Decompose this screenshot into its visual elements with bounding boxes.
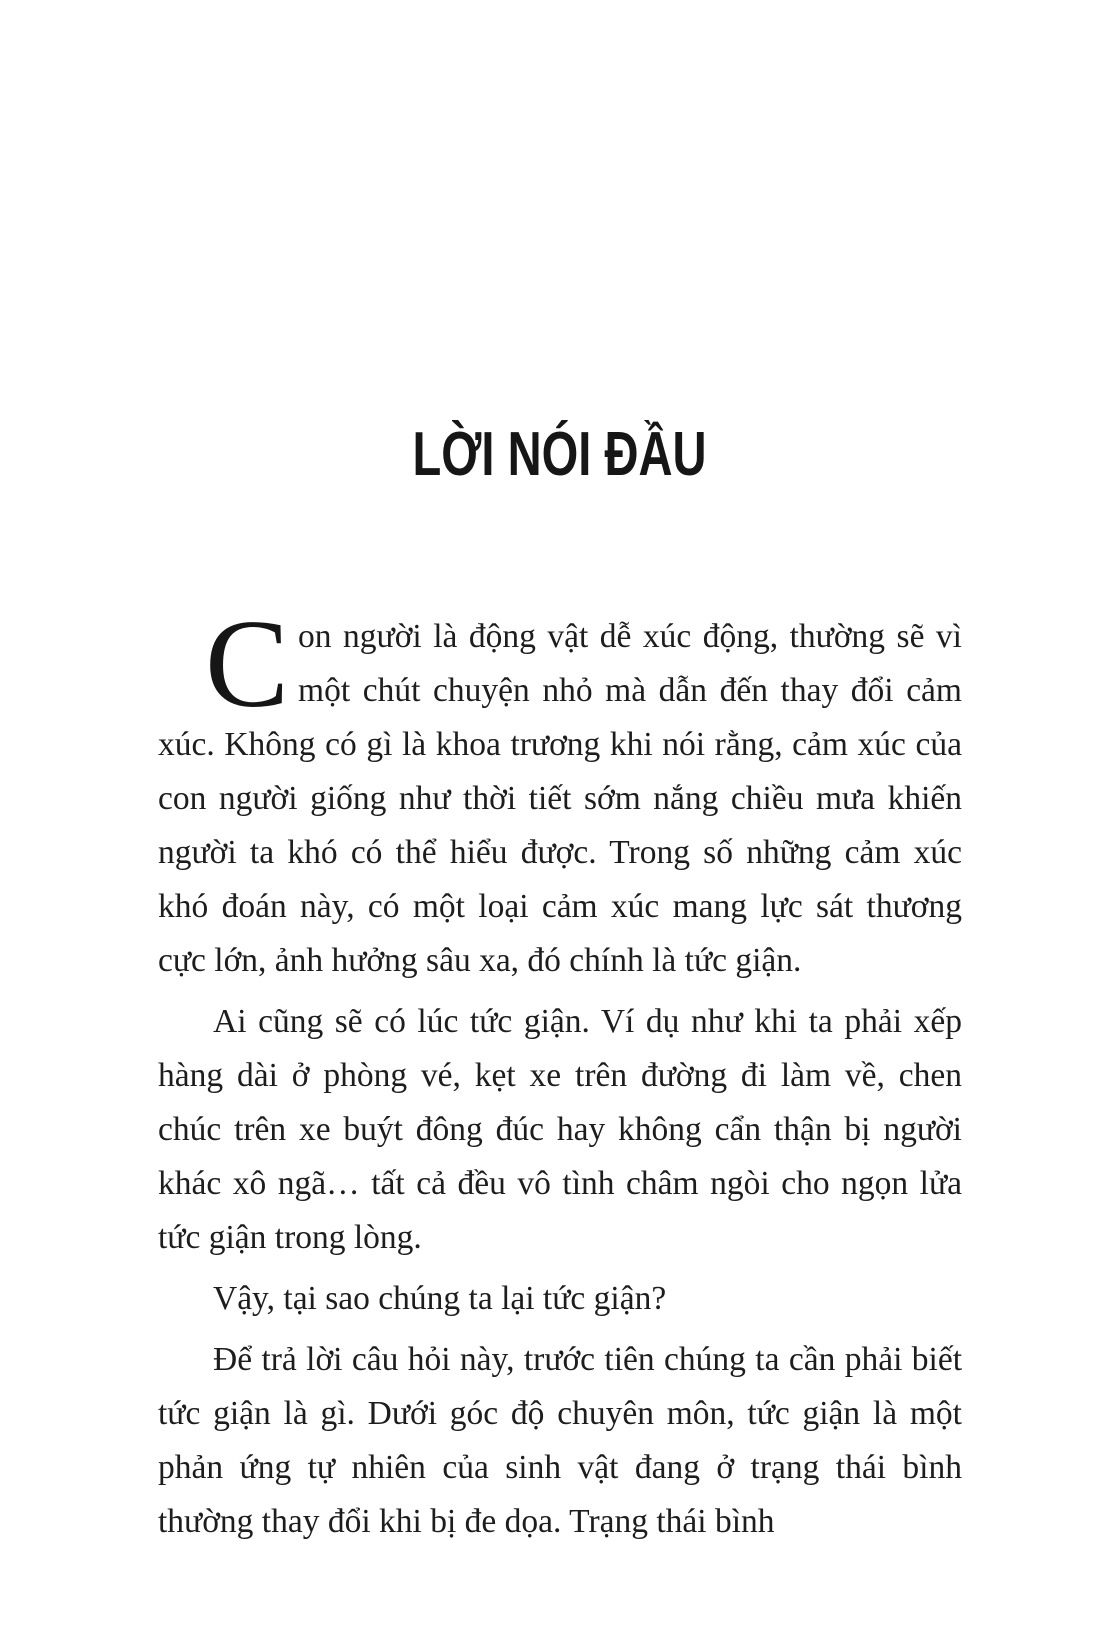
- paragraph-text: Để trả lời câu hỏi này, trước tiên chúng ta cần phải biết tức giận là gì. Dưới góc độ chuyên môn, tức giận là một phản ứng tự nhiên của sinh vật đang ở trạng thái bình thường thay đổi khi bị đe dọa. Trạng thái bình: [158, 1341, 962, 1540]
- paragraph: [158, 995, 962, 1265]
- paragraph: [158, 595, 962, 988]
- paragraph-text: Vậy, tại sao chúng ta lại tức giận?: [213, 1280, 667, 1317]
- title-wrap: [0, 422, 1119, 487]
- body-text: [158, 595, 962, 1556]
- paragraph-text: Ai cũng sẽ có lúc tức giận. Ví dụ như khi ta phải xếp hàng dài ở phòng vé, kẹt xe trên đường đi làm về, chen chúc trên xe buýt đông đúc hay không cẩn thận bị người khác xô ngã… tất cả đều vô tình châm ngòi cho ngọn lửa tức giận trong lòng.: [158, 1003, 962, 1256]
- drop-cap: C: [205, 595, 290, 734]
- paragraph: [158, 1333, 962, 1549]
- paragraph: [158, 1272, 962, 1326]
- paragraph-text: on người là động vật dễ xúc động, thường sẽ vì một chút chuyện nhỏ mà dẫn đến thay đổi cảm xúc. Không có gì là khoa trương khi nói rằng, cảm xúc của con người giống như thời tiết sớm nắng chiều mưa khiến người ta khó có thể hiểu được. Trong số những cảm xúc khó đoán này, có một loại cảm xúc mang lực sát thương cực lớn, ảnh hưởng sâu xa, đó chính là tức giận.: [158, 618, 962, 979]
- chapter-title: LỜI NÓI ĐẦU: [412, 420, 707, 489]
